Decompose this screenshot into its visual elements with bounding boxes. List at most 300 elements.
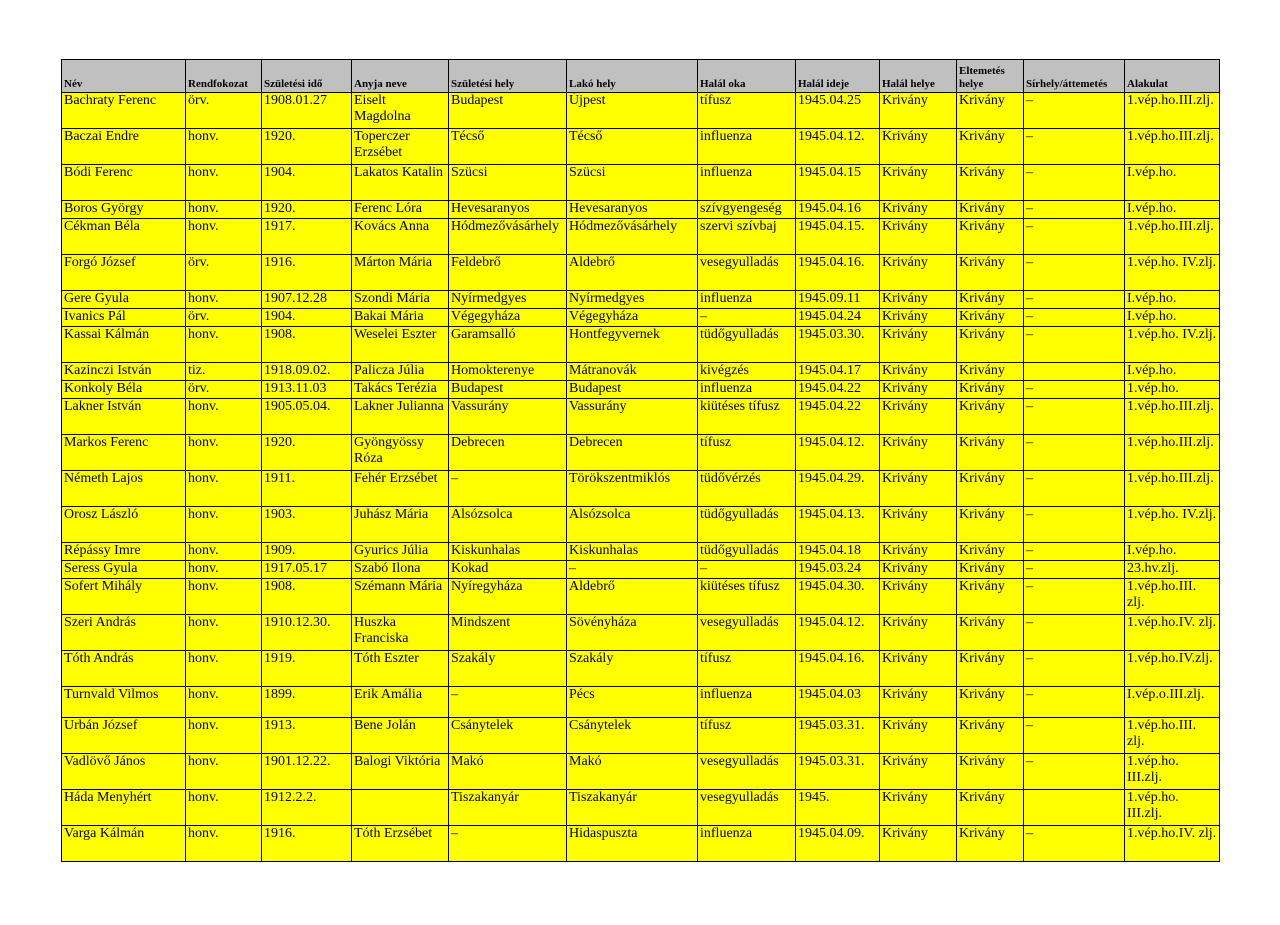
cell-grave: –: [1024, 399, 1125, 435]
cell-death-date: 1945.04.12.: [796, 615, 880, 651]
table-row: [62, 561, 1220, 579]
cell-grave: –: [1024, 201, 1125, 219]
cell-birth-place: –: [449, 826, 567, 862]
cell-burial-place: Krivány: [957, 507, 1024, 543]
cell-name: Répássy Imre: [62, 543, 186, 561]
cell-grave: –: [1024, 754, 1125, 790]
cell-cause-of-death: influenza: [698, 165, 796, 201]
cell-residence: Hódmezővásárhely: [567, 219, 698, 255]
cell-death-date: 1945.03.24: [796, 561, 880, 579]
cell-death-date: 1945.04.12.: [796, 435, 880, 471]
cell-name: Markos Ferenc: [62, 435, 186, 471]
cell-rank: honv.: [186, 826, 262, 862]
cell-residence: Hevesaranyos: [567, 201, 698, 219]
roster-table: [61, 59, 1220, 862]
cell-rank: tiz.: [186, 363, 262, 381]
cell-cause-of-death: tífusz: [698, 718, 796, 754]
cell-death-place: Krivány: [880, 615, 957, 651]
cell-death-place: Krivány: [880, 543, 957, 561]
cell-grave: –: [1024, 255, 1125, 291]
table-row: [62, 435, 1220, 471]
cell-mother-name: Márton Mária: [352, 255, 449, 291]
cell-unit: 1.vép.ho.III.zlj.: [1125, 129, 1220, 165]
cell-unit: 1.vép.ho.III.zlj.: [1125, 435, 1220, 471]
cell-grave: –: [1024, 543, 1125, 561]
cell-residence: Szakály: [567, 651, 698, 687]
cell-burial-place: Krivány: [957, 543, 1024, 561]
cell-mother-name: Weselei Eszter: [352, 327, 449, 363]
cell-cause-of-death: influenza: [698, 826, 796, 862]
cell-death-date: 1945.04.03: [796, 687, 880, 718]
table-row: [62, 471, 1220, 507]
cell-cause-of-death: vesegyulladás: [698, 754, 796, 790]
cell-birth-date: 1913.: [262, 718, 352, 754]
cell-birth-date: 1917.05.17: [262, 561, 352, 579]
cell-rank: örv.: [186, 381, 262, 399]
header-unit: Alakulat: [1125, 60, 1220, 93]
cell-rank: honv.: [186, 615, 262, 651]
cell-death-place: Krivány: [880, 790, 957, 826]
cell-birth-date: 1909.: [262, 543, 352, 561]
cell-unit: 1.vép.ho. IV.zlj.: [1125, 507, 1220, 543]
cell-birth-place: Nyírmedgyes: [449, 291, 567, 309]
cell-birth-place: Feldebrő: [449, 255, 567, 291]
cell-unit: I.vép.o.III.zlj.: [1125, 687, 1220, 718]
cell-birth-place: Mindszent: [449, 615, 567, 651]
cell-death-place: Krivány: [880, 718, 957, 754]
cell-residence: Törökszentmiklós: [567, 471, 698, 507]
cell-unit: I.vép.ho.: [1125, 291, 1220, 309]
cell-name: Vadlövő János: [62, 754, 186, 790]
cell-unit: 1.vép.ho.IV. zlj.: [1125, 615, 1220, 651]
cell-mother-name: Eiselt Magdolna: [352, 93, 449, 129]
cell-birth-date: 1911.: [262, 471, 352, 507]
cell-death-date: 1945.04.18: [796, 543, 880, 561]
cell-residence: Aldebrő: [567, 255, 698, 291]
cell-name: Lakner István: [62, 399, 186, 435]
cell-name: Háda Menyhért: [62, 790, 186, 826]
cell-birth-date: 1913.11.03: [262, 381, 352, 399]
table-row: [62, 363, 1220, 381]
cell-grave: –: [1024, 615, 1125, 651]
cell-unit: 1.vép.ho.IV. zlj.: [1125, 826, 1220, 862]
table-row: [62, 718, 1220, 754]
cell-rank: honv.: [186, 129, 262, 165]
cell-burial-place: Krivány: [957, 255, 1024, 291]
cell-burial-place: Krivány: [957, 790, 1024, 826]
cell-grave: –: [1024, 507, 1125, 543]
cell-birth-place: Végegyháza: [449, 309, 567, 327]
cell-name: Gere Gyula: [62, 291, 186, 309]
cell-death-date: 1945.04.09.: [796, 826, 880, 862]
cell-residence: Csánytelek: [567, 718, 698, 754]
cell-death-place: Krivány: [880, 93, 957, 129]
cell-cause-of-death: tüdővérzés: [698, 471, 796, 507]
cell-birth-place: Homokterenye: [449, 363, 567, 381]
cell-cause-of-death: kiütéses tífusz: [698, 579, 796, 615]
cell-birth-place: Kokad: [449, 561, 567, 579]
table-row: [62, 615, 1220, 651]
table-row: [62, 201, 1220, 219]
cell-burial-place: Krivány: [957, 579, 1024, 615]
table-row: [62, 93, 1220, 129]
cell-death-place: Krivány: [880, 327, 957, 363]
cell-burial-place: Krivány: [957, 651, 1024, 687]
table-row: [62, 165, 1220, 201]
cell-cause-of-death: kiütéses tífusz: [698, 399, 796, 435]
cell-cause-of-death: tífusz: [698, 651, 796, 687]
cell-death-place: Krivány: [880, 399, 957, 435]
cell-death-place: Krivány: [880, 255, 957, 291]
cell-mother-name: Toperczer Erzsébet: [352, 129, 449, 165]
cell-unit: 1.vép.ho.IV.zlj.: [1125, 651, 1220, 687]
cell-cause-of-death: influenza: [698, 129, 796, 165]
table-row: [62, 651, 1220, 687]
cell-grave: –: [1024, 561, 1125, 579]
cell-residence: Makó: [567, 754, 698, 790]
table-row: [62, 754, 1220, 790]
cell-unit: I.vép.ho.: [1125, 543, 1220, 561]
cell-birth-date: 1908.01.27: [262, 93, 352, 129]
cell-birth-place: Hevesaranyos: [449, 201, 567, 219]
cell-name: Tóth András: [62, 651, 186, 687]
cell-birth-place: Vassurány: [449, 399, 567, 435]
cell-name: Baczai Endre: [62, 129, 186, 165]
cell-unit: I.vép.ho.: [1125, 309, 1220, 327]
cell-rank: honv.: [186, 165, 262, 201]
cell-mother-name: Lakatos Katalin: [352, 165, 449, 201]
cell-unit: 1.vép.ho.III.zlj.: [1125, 471, 1220, 507]
cell-unit: 1.vép.ho. III.zlj.: [1125, 754, 1220, 790]
cell-residence: Pécs: [567, 687, 698, 718]
cell-burial-place: Krivány: [957, 754, 1024, 790]
cell-mother-name: Tóth Erzsébet: [352, 826, 449, 862]
cell-birth-date: 1912.2.2.: [262, 790, 352, 826]
cell-burial-place: Krivány: [957, 219, 1024, 255]
cell-death-date: 1945.04.15.: [796, 219, 880, 255]
cell-death-date: 1945.: [796, 790, 880, 826]
cell-rank: honv.: [186, 219, 262, 255]
cell-burial-place: Krivány: [957, 201, 1024, 219]
cell-grave: –: [1024, 826, 1125, 862]
cell-cause-of-death: tüdőgyulladás: [698, 327, 796, 363]
cell-mother-name: Huszka Franciska: [352, 615, 449, 651]
cell-birth-date: 1920.: [262, 129, 352, 165]
cell-death-date: 1945.04.30.: [796, 579, 880, 615]
cell-cause-of-death: vesegyulladás: [698, 790, 796, 826]
cell-rank: honv.: [186, 687, 262, 718]
cell-burial-place: Krivány: [957, 718, 1024, 754]
cell-burial-place: Krivány: [957, 687, 1024, 718]
cell-death-place: Krivány: [880, 561, 957, 579]
cell-rank: honv.: [186, 579, 262, 615]
cell-birth-place: Budapest: [449, 381, 567, 399]
cell-name: Turnvald Vilmos: [62, 687, 186, 718]
cell-birth-date: 1908.: [262, 327, 352, 363]
cell-unit: 1.vép.ho. IV.zlj.: [1125, 255, 1220, 291]
cell-mother-name: Juhász Mária: [352, 507, 449, 543]
cell-residence: Mátranovák: [567, 363, 698, 381]
cell-unit: I.vép.ho.: [1125, 201, 1220, 219]
cell-rank: honv.: [186, 201, 262, 219]
cell-birth-date: 1904.: [262, 309, 352, 327]
cell-grave: –: [1024, 381, 1125, 399]
cell-birth-date: 1899.: [262, 687, 352, 718]
cell-residence: Szücsi: [567, 165, 698, 201]
table-row: [62, 381, 1220, 399]
cell-rank: örv.: [186, 255, 262, 291]
cell-birth-date: 1920.: [262, 201, 352, 219]
cell-unit: 1.vép.ho.III. zlj.: [1125, 579, 1220, 615]
cell-death-place: Krivány: [880, 219, 957, 255]
cell-name: Forgó József: [62, 255, 186, 291]
table-row: [62, 687, 1220, 718]
cell-rank: honv.: [186, 543, 262, 561]
cell-death-date: 1945.04.13.: [796, 507, 880, 543]
cell-unit: 1.vép.ho.III.zlj.: [1125, 399, 1220, 435]
cell-rank: honv.: [186, 471, 262, 507]
cell-mother-name: Balogi Viktória: [352, 754, 449, 790]
cell-birth-date: 1917.: [262, 219, 352, 255]
header-birth-place: Születési hely: [449, 60, 567, 93]
cell-residence: Újpest: [567, 93, 698, 129]
cell-death-date: 1945.04.12.: [796, 129, 880, 165]
cell-birth-place: Kiskunhalas: [449, 543, 567, 561]
cell-burial-place: Krivány: [957, 327, 1024, 363]
cell-mother-name: Tóth Eszter: [352, 651, 449, 687]
cell-residence: Hidaspuszta: [567, 826, 698, 862]
cell-residence: Nyírmedgyes: [567, 291, 698, 309]
cell-death-place: Krivány: [880, 579, 957, 615]
cell-death-date: 1945.03.31.: [796, 718, 880, 754]
cell-burial-place: Krivány: [957, 291, 1024, 309]
cell-birth-place: Garamsalló: [449, 327, 567, 363]
cell-mother-name: Szabó Ilona: [352, 561, 449, 579]
cell-residence: Kiskunhalas: [567, 543, 698, 561]
cell-mother-name: Fehér Erzsébet: [352, 471, 449, 507]
cell-mother-name: Palicza Júlia: [352, 363, 449, 381]
cell-death-place: Krivány: [880, 754, 957, 790]
cell-death-place: Krivány: [880, 471, 957, 507]
cell-burial-place: Krivány: [957, 435, 1024, 471]
cell-cause-of-death: influenza: [698, 687, 796, 718]
cell-residence: Tiszakanyár: [567, 790, 698, 826]
cell-death-date: 1945.03.30.: [796, 327, 880, 363]
table-row: [62, 399, 1220, 435]
cell-rank: honv.: [186, 754, 262, 790]
cell-grave: [1024, 790, 1125, 826]
header-birth-date: Születési idő: [262, 60, 352, 93]
cell-mother-name: Szondi Mária: [352, 291, 449, 309]
cell-name: Bachraty Ferenc: [62, 93, 186, 129]
cell-rank: honv.: [186, 435, 262, 471]
cell-residence: Hontfegyvernek: [567, 327, 698, 363]
cell-name: Szeri András: [62, 615, 186, 651]
cell-cause-of-death: tífusz: [698, 435, 796, 471]
cell-birth-place: Alsózsolca: [449, 507, 567, 543]
cell-birth-place: Budapest: [449, 93, 567, 129]
cell-grave: –: [1024, 718, 1125, 754]
cell-grave: –: [1024, 291, 1125, 309]
cell-burial-place: Krivány: [957, 399, 1024, 435]
cell-residence: Debrecen: [567, 435, 698, 471]
cell-death-date: 1945.04.22: [796, 381, 880, 399]
cell-rank: örv.: [186, 93, 262, 129]
cell-mother-name: [352, 790, 449, 826]
header-grave: Sírhely/áttemetés: [1024, 60, 1125, 93]
cell-name: Boros György: [62, 201, 186, 219]
cell-death-date: 1945.04.22: [796, 399, 880, 435]
cell-unit: 1.vép.ho.III.zlj.: [1125, 219, 1220, 255]
cell-mother-name: Szémann Mária: [352, 579, 449, 615]
cell-residence: Budapest: [567, 381, 698, 399]
cell-mother-name: Kovács Anna: [352, 219, 449, 255]
cell-burial-place: Krivány: [957, 165, 1024, 201]
cell-mother-name: Lakner Julianna: [352, 399, 449, 435]
header-death-date: Halál ideje: [796, 60, 880, 93]
cell-birth-place: Técső: [449, 129, 567, 165]
cell-grave: –: [1024, 687, 1125, 718]
cell-burial-place: Krivány: [957, 615, 1024, 651]
cell-birth-place: Csánytelek: [449, 718, 567, 754]
cell-birth-date: 1903.: [262, 507, 352, 543]
cell-death-date: 1945.04.16: [796, 201, 880, 219]
cell-unit: 1.vép.ho. III.zlj.: [1125, 790, 1220, 826]
cell-mother-name: Bene Jolán: [352, 718, 449, 754]
cell-name: Sofert Mihály: [62, 579, 186, 615]
cell-death-date: 1945.04.24: [796, 309, 880, 327]
table-row: [62, 129, 1220, 165]
cell-death-date: 1945.03.31.: [796, 754, 880, 790]
cell-death-date: 1945.04.29.: [796, 471, 880, 507]
table-row: [62, 543, 1220, 561]
cell-residence: Aldebrő: [567, 579, 698, 615]
cell-birth-place: Tiszakanyár: [449, 790, 567, 826]
header-row: [62, 60, 1220, 93]
cell-grave: –: [1024, 93, 1125, 129]
cell-death-place: Krivány: [880, 651, 957, 687]
header-rank: Rendfokozat: [186, 60, 262, 93]
cell-death-date: 1945.04.16.: [796, 651, 880, 687]
cell-birth-place: Szakály: [449, 651, 567, 687]
cell-grave: –: [1024, 165, 1125, 201]
cell-grave: –: [1024, 309, 1125, 327]
cell-cause-of-death: kivégzés: [698, 363, 796, 381]
table-row: [62, 579, 1220, 615]
header-residence: Lakó hely: [567, 60, 698, 93]
header-name: Név: [62, 60, 186, 93]
cell-name: Németh Lajos: [62, 471, 186, 507]
cell-rank: örv.: [186, 309, 262, 327]
cell-cause-of-death: vesegyulladás: [698, 615, 796, 651]
cell-residence: –: [567, 561, 698, 579]
cell-birth-date: 1910.12.30.: [262, 615, 352, 651]
cell-birth-place: –: [449, 687, 567, 718]
cell-rank: honv.: [186, 507, 262, 543]
cell-death-place: Krivány: [880, 129, 957, 165]
cell-mother-name: Gyurics Júlia: [352, 543, 449, 561]
cell-name: Cékman Béla: [62, 219, 186, 255]
cell-grave: –: [1024, 471, 1125, 507]
cell-cause-of-death: szervi szívbaj: [698, 219, 796, 255]
cell-death-place: Krivány: [880, 363, 957, 381]
cell-death-place: Krivány: [880, 165, 957, 201]
cell-unit: 1.vép.ho.: [1125, 381, 1220, 399]
cell-name: Orosz László: [62, 507, 186, 543]
cell-cause-of-death: influenza: [698, 381, 796, 399]
cell-unit: 1.vép.ho. IV.zlj.: [1125, 327, 1220, 363]
cell-rank: honv.: [186, 561, 262, 579]
cell-burial-place: Krivány: [957, 309, 1024, 327]
cell-burial-place: Krivány: [957, 471, 1024, 507]
cell-name: Bódi Ferenc: [62, 165, 186, 201]
cell-name: Kazinczi István: [62, 363, 186, 381]
cell-residence: Sövényháza: [567, 615, 698, 651]
cell-cause-of-death: vesegyulladás: [698, 255, 796, 291]
cell-name: Seress Gyula: [62, 561, 186, 579]
cell-birth-place: Debrecen: [449, 435, 567, 471]
table-row: [62, 327, 1220, 363]
header-mother-name: Anyja neve: [352, 60, 449, 93]
cell-cause-of-death: szívgyengeség: [698, 201, 796, 219]
table-row: [62, 507, 1220, 543]
cell-mother-name: Bakai Mária: [352, 309, 449, 327]
cell-cause-of-death: tüdőgyulladás: [698, 507, 796, 543]
cell-burial-place: Krivány: [957, 93, 1024, 129]
cell-birth-date: 1919.: [262, 651, 352, 687]
cell-birth-date: 1916.: [262, 826, 352, 862]
table-row: [62, 826, 1220, 862]
cell-death-place: Krivány: [880, 291, 957, 309]
cell-death-date: 1945.04.15: [796, 165, 880, 201]
cell-burial-place: Krivány: [957, 129, 1024, 165]
cell-burial-place: Krivány: [957, 363, 1024, 381]
cell-birth-date: 1901.12.22.: [262, 754, 352, 790]
table-row: [62, 291, 1220, 309]
cell-residence: Vassurány: [567, 399, 698, 435]
cell-death-date: 1945.09.11: [796, 291, 880, 309]
cell-birth-date: 1904.: [262, 165, 352, 201]
cell-cause-of-death: –: [698, 561, 796, 579]
cell-mother-name: Gyöngyössy Róza: [352, 435, 449, 471]
table-body: [62, 93, 1220, 862]
cell-cause-of-death: influenza: [698, 291, 796, 309]
cell-mother-name: Ferenc Lóra: [352, 201, 449, 219]
cell-burial-place: Krivány: [957, 561, 1024, 579]
cell-unit: 1.vép.ho.III. zlj.: [1125, 718, 1220, 754]
cell-birth-date: 1905.05.04.: [262, 399, 352, 435]
cell-birth-date: 1920.: [262, 435, 352, 471]
cell-grave: –: [1024, 651, 1125, 687]
cell-unit: I.vép.ho.: [1125, 363, 1220, 381]
cell-death-date: 1945.04.16.: [796, 255, 880, 291]
cell-name: Varga Kálmán: [62, 826, 186, 862]
cell-grave: –: [1024, 327, 1125, 363]
cell-birth-place: Nyíregyháza: [449, 579, 567, 615]
header-death-place: Halál helye: [880, 60, 957, 93]
cell-mother-name: Erik Amália: [352, 687, 449, 718]
cell-death-place: Krivány: [880, 826, 957, 862]
cell-cause-of-death: tüdőgyulladás: [698, 543, 796, 561]
table-row: [62, 219, 1220, 255]
cell-rank: honv.: [186, 399, 262, 435]
cell-birth-place: –: [449, 471, 567, 507]
cell-birth-place: Makó: [449, 754, 567, 790]
cell-death-date: 1945.04.17: [796, 363, 880, 381]
cell-death-date: 1945.04.25: [796, 93, 880, 129]
cell-birth-date: 1918.09.02.: [262, 363, 352, 381]
cell-rank: honv.: [186, 327, 262, 363]
